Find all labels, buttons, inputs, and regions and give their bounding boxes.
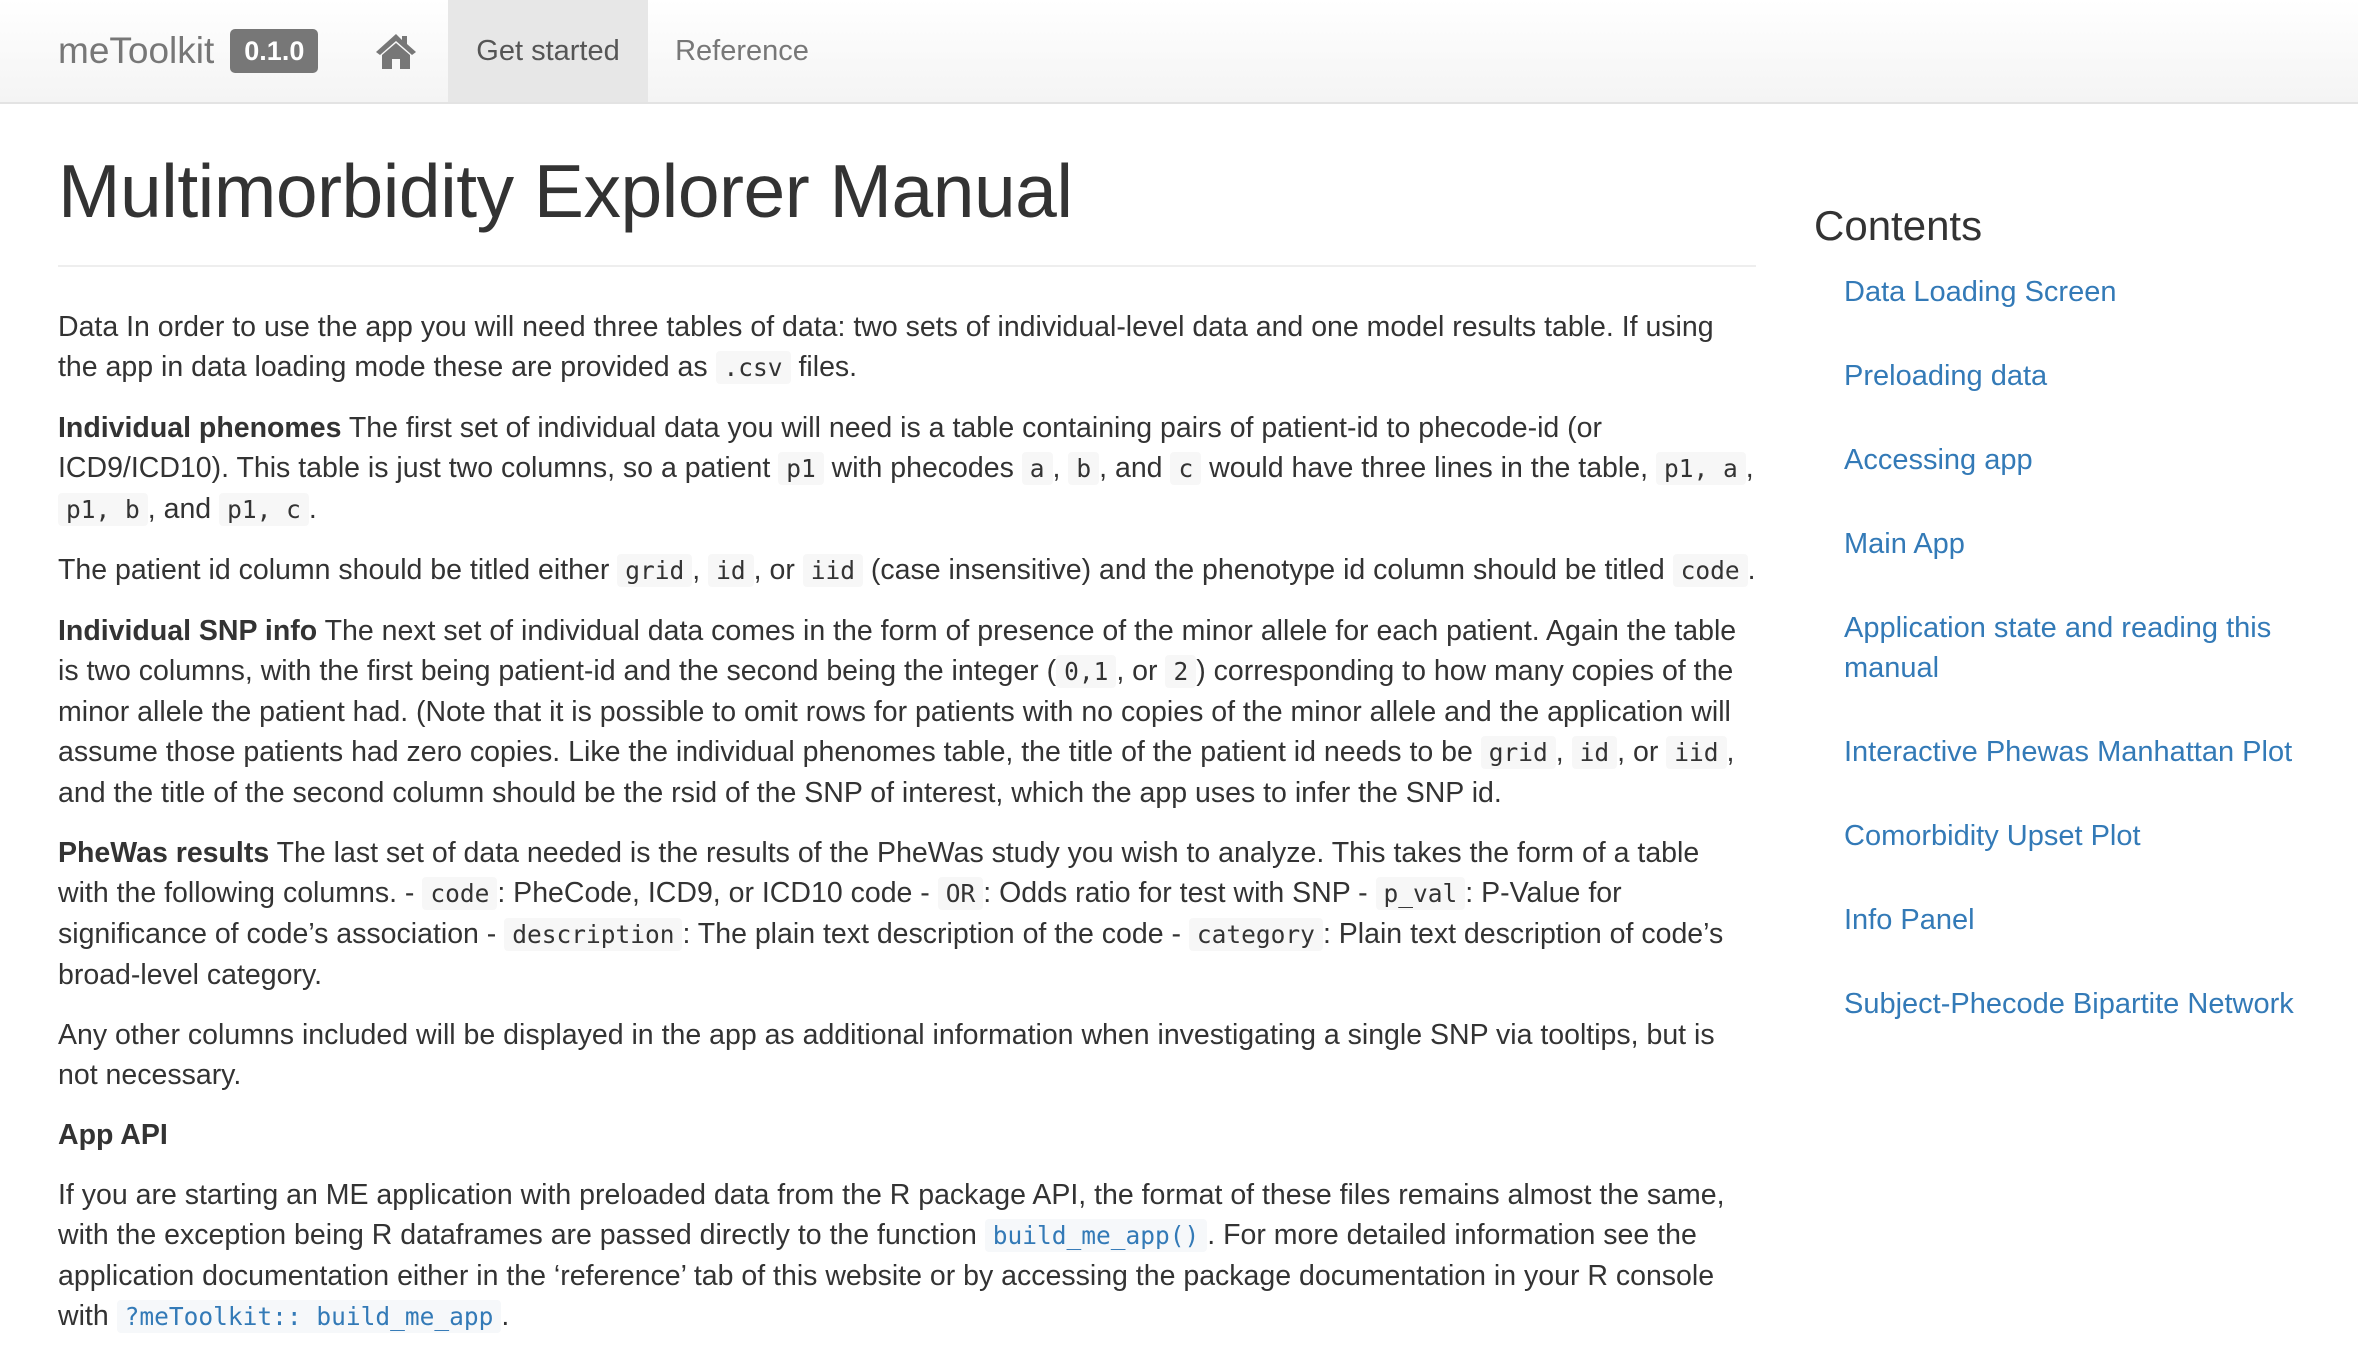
page-title: Multimorbidity Explorer Manual bbox=[58, 149, 1073, 233]
build-me-app-help-link[interactable]: ?meToolkit:: build_me_app bbox=[117, 1300, 502, 1333]
toc-link-bipartite-network[interactable]: Subject-Phecode Bipartite Network bbox=[1844, 988, 2294, 1020]
paragraph-patient-id-column: The patient id column should be titled either grid , id , or iid (case insensitive) and the phenotype id column should be titled code . bbox=[58, 553, 1756, 586]
heading-app-api: App API bbox=[58, 1118, 168, 1151]
toc-link-accessing-app[interactable]: Accessing app bbox=[1844, 444, 2033, 476]
paragraph-app-api: If you are starting an ME application with preloaded data from the R package API, the format of these files remains almost the same, with the exception being R dataframes are passed directly to the function build_me_app() . For more detailed information see the application documentation either in the ‘reference’ tab of this website or by accessing the package documentation in your R console with ?meToolkit:: build_me_app . bbox=[58, 1178, 1725, 1332]
heading-individual-phenomes: Individual phenomes bbox=[58, 411, 342, 444]
build-me-app-link[interactable]: build_me_app() bbox=[985, 1219, 1208, 1252]
heading-phewas-results: PheWas results bbox=[58, 836, 270, 869]
tab-reference[interactable]: Reference bbox=[675, 34, 809, 67]
paragraph-individual-snp-info: Individual SNP info The next set of individual data comes in the form of presence of the minor allele for each patient. Again the table is two columns, with the first being patient-id and the second being the integer ( 0,1 , or 2 ) corresponding to how many copies of the minor allele the patient had. (Note that it is possible to omit rows for patients with no copies of the minor allele and the application will assume those patients had zero copies. Like the individual phenomes table, the title of the patient id needs to be grid , id , or iid , and the title of the second column should be the rsid of the SNP of interest, which the app uses to infer the SNP id. bbox=[58, 614, 1737, 809]
heading-individual-snp-info: Individual SNP info bbox=[58, 614, 318, 647]
paragraph-individual-phenomes: Individual phenomes The first set of individual data you will need is a table containing pairs of patient-id to phecode-id (or ICD9/ICD10). This table is just two columns, so a patient p1 with phecodes a , b , and c would have three lines in the table, p1, a , p1, b , and p1, c . bbox=[58, 411, 1754, 525]
toc-list bbox=[1814, 272, 2314, 1024]
title-divider bbox=[58, 265, 1756, 267]
toc-link-application-state[interactable]: Application state and reading this manual bbox=[1844, 612, 2272, 684]
tab-get-started[interactable]: Get started bbox=[448, 0, 648, 102]
version-badge: 0.1.0 bbox=[230, 29, 318, 72]
toc-link-info-panel[interactable]: Info Panel bbox=[1844, 904, 1975, 936]
table-of-contents bbox=[1814, 104, 2314, 1068]
toc-link-preloading-data[interactable]: Preloading data bbox=[1844, 360, 2048, 392]
navbar bbox=[0, 0, 2358, 104]
brand-link[interactable] bbox=[58, 0, 318, 102]
main-content bbox=[58, 104, 1756, 1357]
paragraph-other-columns: Any other columns included will be displayed in the app as additional information when investigating a single SNP via tooltips, but is not necessary. bbox=[58, 1018, 1715, 1091]
toc-link-main-app[interactable]: Main App bbox=[1844, 528, 1965, 560]
brand-name: meToolkit bbox=[58, 30, 215, 71]
toc-link-data-loading-screen[interactable]: Data Loading Screen bbox=[1844, 276, 2117, 308]
toc-link-manhattan-plot[interactable]: Interactive Phewas Manhattan Plot bbox=[1844, 736, 2293, 768]
paragraph-phewas-results: PheWas results The last set of data needed is the results of the PheWas study you wish to analyze. This takes the form of a table with the following columns. - code : PheCode, ICD9, or ICD10 code - OR : Odds ratio for test with SNP - p_val : P-Value for significance of code’s association - description : The plain text description of the code - category : Plain text description of code’s broad-level category. bbox=[58, 836, 1724, 991]
home-icon bbox=[374, 31, 418, 71]
paragraph-data-intro: Data In order to use the app you will need three tables of data: two sets of individual-level data and one model results table. If using the app in data loading mode these are provided as .csv files. bbox=[58, 310, 1714, 383]
toc-title: Contents bbox=[1814, 202, 1983, 249]
toc-link-upset-plot[interactable]: Comorbidity Upset Plot bbox=[1844, 820, 2141, 852]
home-button[interactable] bbox=[348, 0, 444, 102]
